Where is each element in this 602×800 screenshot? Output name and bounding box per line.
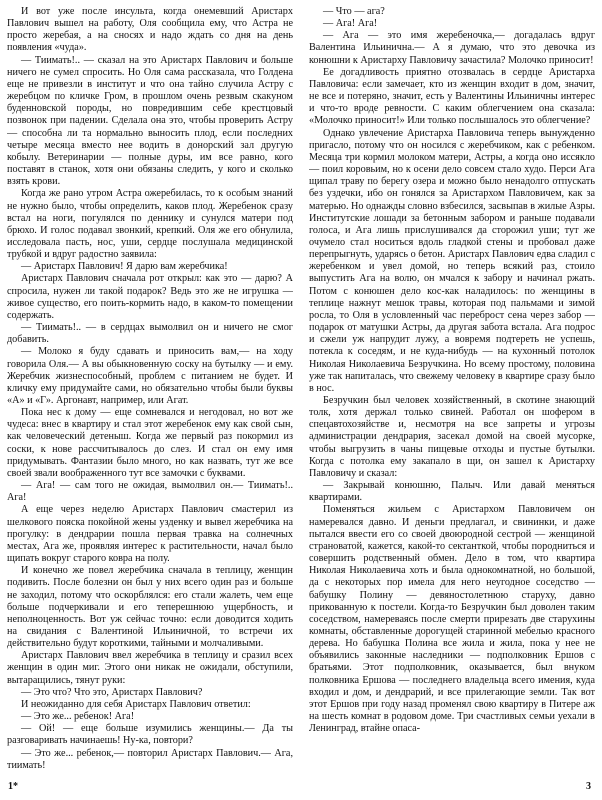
paragraph: — Тиимать!.. — сказал на это Аристарх Павлович и больше ничего не сумел спросить. Но Оля сама рассказала, что Голдена еще не привезли в институт и что она тайно случила Астру с жеребцом по кличке Гром, в прошлом очень резвым скакуном буденновской породы, но повредившим себе крестцовый позвонок при падении. Сделала она это, чтобы проверить Астру — способна ли та нормально выносить плод, если последних четыре месяца вместо нее водить в донорский зал другую кобылу. Ветеринарии — полные дуры, им все равно, кого поставят в станок, хотя они обязаны следить, у кого и сколько взять крови. [7,54,293,188]
paragraph: И вот уже после инсульта, когда онемевший Аристарх Павлович вышел на работу, Оля сообщила ему, что Астра не просто жеребая, а на сносях и надо ждать со дня на день появления «чуда». [7,6,293,54]
paragraph: — Молоко я буду сдавать и приносить вам,— на ходу говорила Оля.— А вы обыкновенную соску на бутылку — и ему. Жеребчик жизнеспособный, проблем с питанием не будет. И кличку ему придумайте сами, но обязательно чтобы были буквы «А» и «Г». Аргонавт, например, или Агат. [7,346,293,406]
paragraph: И неожиданно для себя Аристарх Павлович ответил: [21,698,251,710]
folio-signature-mark: 1* [8,781,18,792]
paragraph: А еще через неделю Аристарх Павлович смастерил из шелкового пояска покойной жены узденку и вывел жеребчика на прогулку: в дендрарии пошла первая травка на солнечных местах, Ага же, проявляя интерес к растительности, начал было щипать вокруг старого ковра на полу. [7,504,293,565]
paragraph: Когда же рано утром Астра ожеребилась, то к особым знаний не нужно было, чтобы определить, каков плод. Жеребенок сразу встал на ноги, погулялся по деннику и сунулся матери под брюхо. И голос подавал звонкий, крепкий. Оля же его обнулила, исследовала пасть, нос, уши, сердце послушала медицинской трубкой и вдруг радостно заявила: [7,188,293,261]
paragraph: — Это же... ребенок,— повторил Аристарх Павлович.— Ага, тиимать! [7,747,293,771]
paragraph: — Это что? Что это, Аристарх Павлович? [21,686,203,698]
paragraph: Ее догадливость приятно отозвалась в сердце Аристарха Павловича: если замечает, кто из женщин входит в дом, значит, не все и потеряно, значит, есть у Валентины Ильиничны интерес и что-то вроде ревности. С каким облегчением она сказала: «Молочко приносит!» Или только послышалось это облегчение? [309,66,595,127]
paragraph: — Аристарх Павлович! Я дарю вам жеребчика! [21,261,228,273]
paragraph: — Ага! — сам того не ожидая, вымолвил он.— Тиимать!.. Ага! [7,480,293,504]
paragraph: Пока нес к дому — еще сомневался и негодовал, но вот же чудеса: внес в квартиру и стал этот жеребенок ему как свой сын, как человеческий детеныш. Когда же первый раз покормил из соски, к нове рассчитывалось до слез. И стал он ему имя придумывать. Фантазии было много, но как назвать, тут же все своей звали воображенного тут все замочки с буквами. [7,407,293,479]
paragraph: И конечно же повел жеребчика сначала в теплицу, женщин подивить. После болезни он был у них всего один раз и больше не заходил, потому что оскорблялся: его стали жалеть, чем еще больше подчеркивали и его теперешнюю ущербность, и неполноценность. Вот уж сейчас точно: если доводится ходить на свидания с Валентиной Ильиничной, то встречи их действительно будут короткими, тайными и молчаливыми. [7,565,293,650]
paragraph: — Что — ага? [323,6,385,17]
paragraph: Поменяться жильем с Аристархом Павловичем он намеревался давно. И деньги предлагал, и свининки, и даже пытался ввести его со своей двоюродной сестрой — женщиной страноватой, кажется, какой-то сектанткой, чтобы породниться и совершить родственный обмен. Дело в том, что квартира Николая Николаевича хоть и была однокомнатной, но большой, да с некоторых пор имела для него неугодное соседство — бабушку Полину — девяностолетнюю старуху, давно прикованную к постели. Когда-то Безручкин был доволен таким соседством, намереваясь после смерти прирезать две старухины комнаты, обставленные дорогущей старинной мебелью красного дерева. Но бабушка Полина все жила и жила, пока у нее не объявились законные наследники — подполковник Ершов с братьями. Этот подполковник, оказывается, был внуком полковника Ершова — последнего владельца всего имения, куда входил и дом, и дендрарий, и все прилегающие земли. Так вот этот Ершов при году назад променял свою квартиру в Питере аж на шесть комнат в родовом доме. Три счастливых семьи уехали в Ленинград, втайне опаса- [309,504,595,735]
paragraph: Безручкин был человек хозяйственный, в скотине знающий толк, хотя держал только свиней. Работал он шофером в спецавтохозяйстве и, несмотря на все запреты и угрозы администрации дендрария, засекал домой на своей мусорке, чтобы выгрузить в чаны пищевые отходы и пустые бутылки. Когда с потолка ему закапало в щи, он зашел к Аристарху Павловичу и сказал: [309,395,595,479]
paragraph: — Это же... ребенок! Ага! [21,711,135,723]
paragraph: Аристарх Павлович сначала рот открыл: как это — дарю? А спросила, нужен ли такой подарок? Ведь это же не игрушка — живое существо, его поить-кормить надо, в каком-то помещении содержать. [7,273,293,321]
paragraph: — Закрывай конюшню, Палыч. Или давай меняться квартирами. [309,480,595,504]
paragraph: Однако увлечение Аристарха Павловича теперь вынужденно пригасло, потому что он носился с жеребчиком, как с ребенком. Месяца три кормил молоком матери, Астры, а когда оно иссякло — поил коровьим, но к осени дело совсем стало худо. Перси Ага щипал траву по берегу озера и можно было ненадолго отпускать без уздечки, ибо он гонялся за Аристархом Павловичем, как за матерью. Но однажды словно взбесился, засвыпав в жилые Азры. Институтские лошади за бетонным забором и раньше подавали голоса, и Ага лишь прислушивался да сторожил уши; тут же очумело стал носиться вдоль гладкой стены и пробовал даже перепрыгнуть, ударясь о бетон. Аристарх Павлович едва сладил с жеребенком и увел домой, но теперь всякий раз, стоило выпустить Ага на волю, он мчался к забору и начинал ржать. Потом с конюшен дело кос-как наладилось: по женщины в теплице нажнут мешок травы, которая под пальмами и зимой росла, то Оля в условленный час переброст сена через забор — подарок от матушки Астры, да другая забота встала. Ага подрос и сжели уж напрудит лужу, а вовремя подтереть не успешь, потекла к соседям, и не куда-нибудь — на кухонный потолок Николая Николаевича Безручкина. Но всему простому, половина уже так напиталась, что свежему человеку в квартире сразу было в нос. [309,127,595,394]
paragraph: — Ага! Ага! [323,18,378,30]
paragraph: — Ой! — еще больше изумились женщины.— Да ты разговаривать начинаешь! Ну-ка, повтори? [7,723,293,747]
paragraph: — Тиимать!.. — в сердцах вымолвил он и ничего не смог добавить. [7,322,293,346]
left-column [7,6,293,778]
page-number: 3 [586,781,591,792]
paragraph: Аристарх Павлович ввел жеребчика в теплицу и сразил всех женщин в один миг. Этого они никак не ожидали, обступили, вытаращились, тянут руки: [7,650,293,686]
paragraph: — Ага — это имя жеребеночка,— догадалась вдруг Валентина Ильинична.— А я думаю, что это девочка из конюшни к Аристарху Павловичу зачастила? Молочко приносит! [309,30,595,66]
right-column [309,6,595,778]
